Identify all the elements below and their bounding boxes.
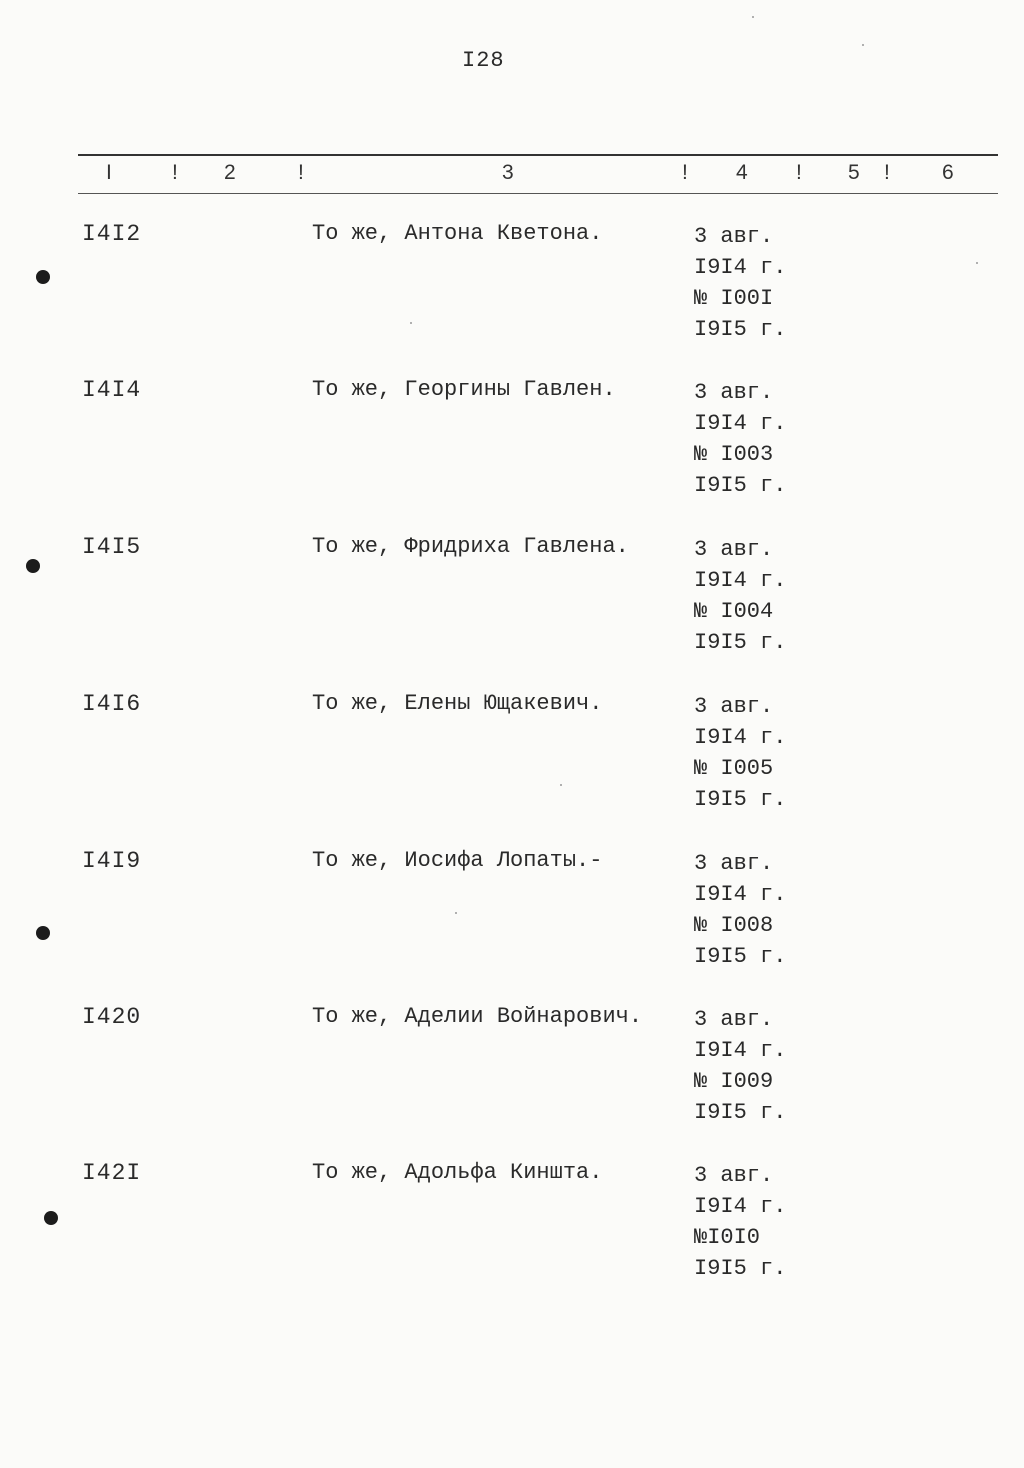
date-line: I9I5 г. (694, 944, 787, 969)
paper-speck (560, 784, 562, 786)
record-description: То же, Аделии Войнарович. (312, 1004, 643, 1029)
header-col-4: 4 (736, 161, 748, 184)
date-line: I9I4 г. (694, 725, 787, 750)
header-col-6: 6 (942, 161, 954, 184)
record-date (694, 848, 786, 972)
record-date (694, 221, 786, 345)
header-separator-2: ! (298, 161, 304, 184)
date-line: I9I5 г. (694, 787, 787, 812)
date-line: I9I5 г. (694, 317, 787, 342)
date-line: I9I5 г. (694, 630, 787, 655)
record-description: То же, Иосифа Лопаты.- (312, 848, 603, 873)
record-number: I4I9 (82, 848, 142, 874)
date-line: 3 авг. (694, 380, 774, 405)
paper-speck (410, 322, 412, 324)
record-date (694, 691, 786, 815)
date-line: I9I5 г. (694, 473, 787, 498)
header-top-rule (78, 154, 998, 156)
header-bottom-rule (78, 193, 998, 194)
table-row (0, 691, 1024, 831)
date-line: № I008 (694, 913, 774, 938)
date-line: 3 авг. (694, 224, 774, 249)
punch-hole (26, 559, 40, 573)
record-number: I420 (82, 1004, 142, 1030)
record-description: То же, Адольфа Киншта. (312, 1160, 603, 1185)
date-line: 3 авг. (694, 1007, 774, 1032)
record-date (694, 534, 786, 658)
date-line: I9I5 г. (694, 1256, 787, 1281)
table-row (0, 848, 1024, 988)
paper-speck (455, 912, 457, 914)
header-col-3: 3 (502, 161, 514, 184)
record-date (694, 1004, 786, 1128)
table-row (0, 221, 1024, 361)
date-line: I9I5 г. (694, 1100, 787, 1125)
header-col-5: 5 (848, 161, 860, 184)
date-line: № I004 (694, 599, 774, 624)
table-row (0, 534, 1024, 674)
header-col-1: I (106, 161, 112, 184)
date-line: 3 авг. (694, 537, 774, 562)
record-number: I42I (82, 1160, 142, 1186)
header-separator-5: ! (884, 161, 890, 184)
punch-hole (44, 1211, 58, 1225)
punch-hole (36, 926, 50, 940)
record-number: I4I5 (82, 534, 142, 560)
table-row (0, 1160, 1024, 1300)
date-line: I9I4 г. (694, 411, 787, 436)
date-line: I9I4 г. (694, 882, 787, 907)
record-number: I4I2 (82, 221, 142, 247)
punch-hole (36, 270, 50, 284)
header-separator-3: ! (682, 161, 688, 184)
header-separator-4: ! (796, 161, 802, 184)
date-line: № I00I (694, 286, 774, 311)
date-line: 3 авг. (694, 851, 774, 876)
table-row (0, 1004, 1024, 1144)
date-line: № I009 (694, 1069, 774, 1094)
paper-speck (862, 44, 864, 46)
date-line: I9I4 г. (694, 568, 787, 593)
record-description: То же, Елены Ющакевич. (312, 691, 603, 716)
record-date (694, 1160, 786, 1284)
date-line: I9I4 г. (694, 1038, 787, 1063)
record-date (694, 377, 786, 501)
date-line: № I005 (694, 756, 774, 781)
date-line: I9I4 г. (694, 1194, 787, 1219)
table-row (0, 377, 1024, 517)
paper-speck (752, 16, 754, 18)
record-number: I4I4 (82, 377, 142, 403)
date-line: №I0I0 (694, 1225, 761, 1250)
date-line: 3 авг. (694, 694, 774, 719)
record-number: I4I6 (82, 691, 142, 717)
header-col-2: 2 (224, 161, 236, 184)
record-description: То же, Фридриха Гавлена. (312, 534, 629, 559)
date-line: № I003 (694, 442, 774, 467)
page-number: I28 (462, 48, 505, 73)
date-line: I9I4 г. (694, 255, 787, 280)
header-separator-1: ! (172, 161, 178, 184)
paper-speck (976, 262, 978, 264)
record-description: То же, Георгины Гавлен. (312, 377, 616, 402)
date-line: 3 авг. (694, 1163, 774, 1188)
record-description: То же, Антона Кветона. (312, 221, 603, 246)
